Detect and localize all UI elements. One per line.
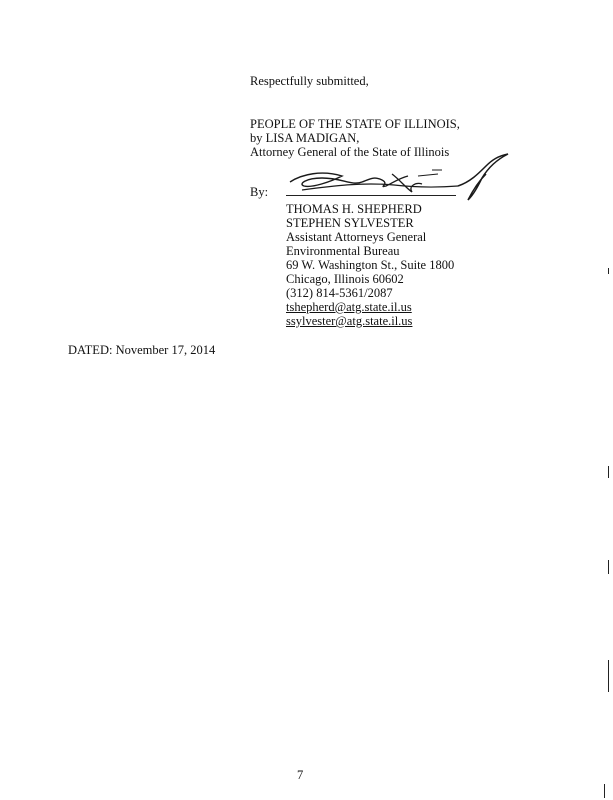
page-number: 7: [297, 768, 304, 782]
counsel-email-1[interactable]: tshepherd@atg.state.il.us: [286, 300, 412, 314]
counsel-bureau: Environmental Bureau: [286, 244, 400, 258]
counsel-email-2[interactable]: ssylvester@atg.state.il.us: [286, 314, 413, 328]
dated-line: DATED: November 17, 2014: [68, 343, 216, 357]
counsel-name-1: THOMAS H. SHEPHERD: [286, 202, 422, 216]
counsel-name-2: STEPHEN SYLVESTER: [286, 216, 414, 230]
by-label: By:: [250, 185, 269, 199]
closing-text: Respectfully submitted,: [250, 74, 369, 88]
scan-mark: [604, 784, 605, 798]
scan-mark: [608, 560, 609, 574]
counsel-phone: (312) 814-5361/2087: [286, 286, 393, 300]
counsel-title: Assistant Attorneys General: [286, 230, 427, 244]
party-line-3: Attorney General of the State of Illinois: [250, 145, 450, 159]
scan-mark: [608, 660, 609, 692]
counsel-city: Chicago, Illinois 60602: [286, 272, 404, 286]
counsel-street: 69 W. Washington St., Suite 1800: [286, 258, 455, 272]
counsel-block: [286, 202, 454, 328]
scan-mark: [608, 466, 609, 478]
scan-mark: [608, 268, 609, 274]
signature-line: [286, 195, 456, 196]
party-line-1: PEOPLE OF THE STATE OF ILLINOIS,: [250, 117, 460, 131]
party-line-2: by LISA MADIGAN,: [250, 131, 360, 145]
